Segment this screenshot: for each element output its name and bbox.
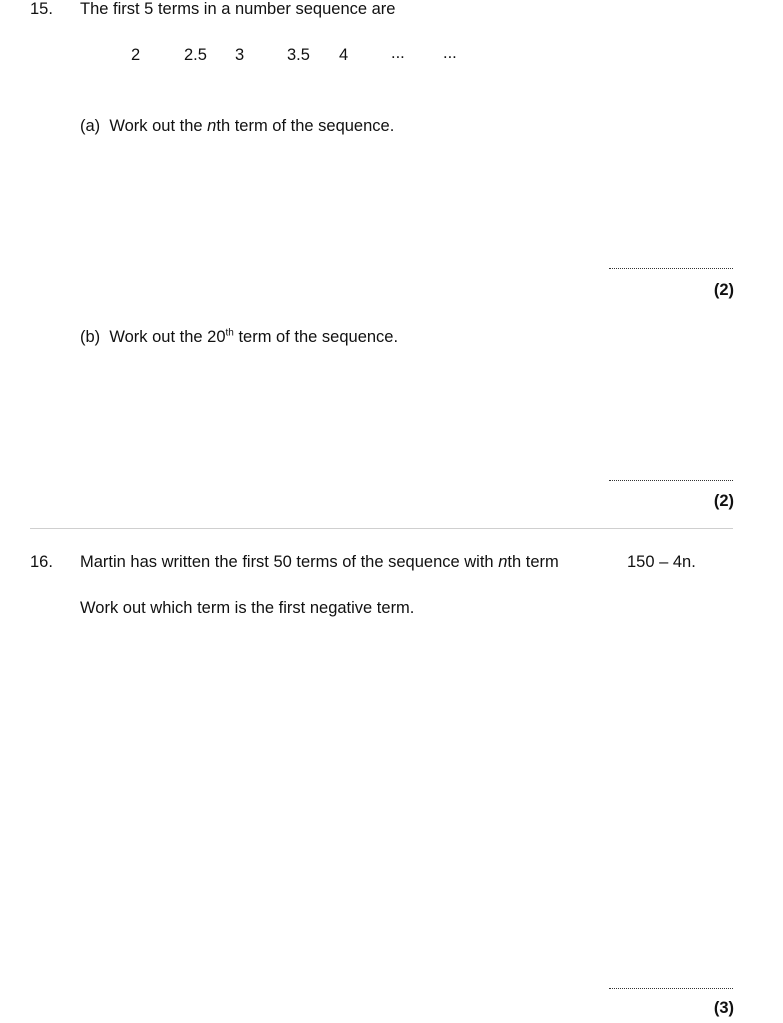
q16-instruction: Work out which term is the first negative term. xyxy=(80,599,415,617)
question-15-intro: The first 5 terms in a number sequence are xyxy=(80,0,396,18)
q16-answer-line[interactable] xyxy=(609,988,733,989)
q16-expression: 150 – 4n. xyxy=(627,553,696,571)
part-a-text-before: Work out the xyxy=(109,117,208,135)
sequence-term-4: 3.5 xyxy=(287,46,310,64)
part-b-marks: (2) xyxy=(713,492,734,510)
sequence-term-3: 3 xyxy=(235,46,245,64)
question-divider xyxy=(30,528,733,529)
part-a-answer-line[interactable] xyxy=(609,268,733,269)
part-b-answer-line[interactable] xyxy=(609,480,733,481)
q16-text-before: Martin has written the first 50 terms of the sequence with xyxy=(80,553,499,571)
sequence-term-1: 2 xyxy=(131,46,141,64)
sequence-ellipsis-1: ... xyxy=(391,44,405,62)
question-16-text xyxy=(80,553,559,572)
q16-variable: n xyxy=(498,553,508,571)
part-a-marks: (2) xyxy=(713,281,734,299)
part-a-text-after: th term of the sequence. xyxy=(216,117,395,135)
part-a-label: (a) xyxy=(80,117,101,135)
sequence-term-5: 4 xyxy=(339,46,349,64)
q16-marks: (3) xyxy=(713,999,734,1017)
part-b-label: (b) xyxy=(80,328,101,346)
part-b-text-before: Work out the 20 xyxy=(109,328,226,346)
part-a-question xyxy=(80,117,394,136)
question-15-number: 15. xyxy=(30,0,53,18)
part-b-text-after: term of the sequence. xyxy=(233,328,399,346)
sequence-term-2: 2.5 xyxy=(184,46,207,64)
part-b-superscript: th xyxy=(225,327,234,339)
part-a-variable: n xyxy=(207,117,217,135)
sequence-ellipsis-2: ... xyxy=(443,44,457,62)
part-b-question xyxy=(80,328,398,347)
q16-text-after: th term xyxy=(507,553,559,571)
question-16-number: 16. xyxy=(30,553,53,571)
